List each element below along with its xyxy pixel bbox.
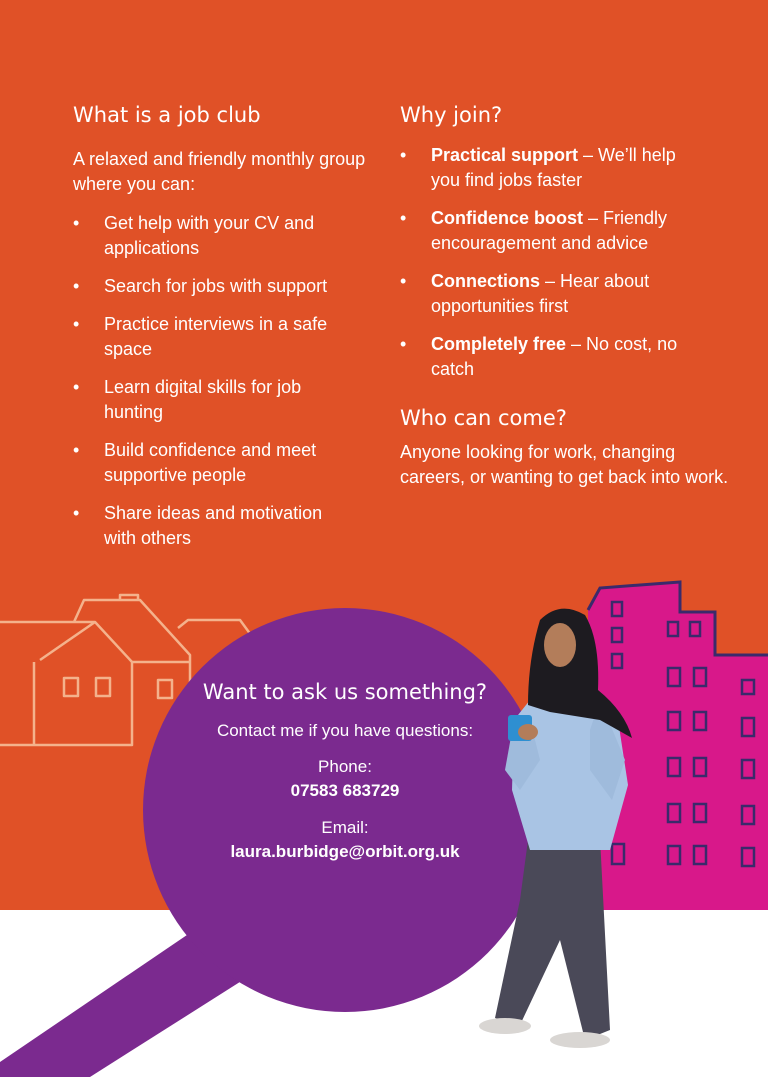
phone-number[interactable]: 07583 683729: [290, 781, 400, 800]
bullet-icon: •: [400, 271, 407, 291]
list-item: • Completely free – No cost, no catch: [400, 334, 678, 379]
job-club-intro: A relaxed and friendly monthly group where you can:: [73, 149, 366, 194]
contact-panel: [200, 678, 490, 864]
list-item: • Build confidence and meet supportive people: [73, 440, 317, 485]
left-column: [73, 100, 373, 564]
list-item: • Confidence boost – Friendly encouragement and advice: [400, 208, 668, 253]
list-item: • Search for jobs with support: [73, 274, 334, 299]
phone-label: Phone:: [318, 757, 372, 776]
list-item: • Share ideas and motivation with others: [73, 503, 323, 548]
bullet-icon: •: [73, 276, 80, 296]
bullet-icon: •: [400, 208, 407, 228]
who-can-come-title: Who can come?: [400, 406, 567, 430]
list-item: • Connections – Hear about opportunities first: [400, 271, 650, 316]
bullet-icon: •: [73, 503, 80, 523]
job-club-list: [73, 211, 373, 551]
why-join-list: [400, 143, 730, 382]
right-column: [400, 100, 730, 490]
list-item: • Learn digital skills for job hunting: [73, 377, 302, 422]
job-club-title: What is a job club: [73, 103, 261, 127]
bullet-icon: •: [73, 377, 80, 397]
email-address[interactable]: laura.burbidge@orbit.org.uk: [230, 842, 460, 861]
contact-intro: Contact me if you have questions:: [216, 721, 474, 740]
list-item: • Practice interviews in a safe space: [73, 314, 328, 359]
bullet-icon: •: [400, 145, 407, 165]
bullet-icon: •: [73, 314, 80, 334]
email-label: Email:: [321, 818, 369, 837]
bullet-icon: •: [73, 440, 80, 460]
contact-title: Want to ask us something?: [202, 680, 488, 704]
why-join-title: Why join?: [400, 103, 503, 127]
who-can-come-text: Anyone looking for work, changing careers, or wanting to get back into work.: [400, 442, 729, 487]
list-item: • Practical support – We’ll help you find jobs faster: [400, 145, 676, 190]
bullet-icon: •: [400, 334, 407, 354]
list-item: • Get help with your CV and applications: [73, 213, 315, 258]
bullet-icon: •: [73, 213, 80, 233]
